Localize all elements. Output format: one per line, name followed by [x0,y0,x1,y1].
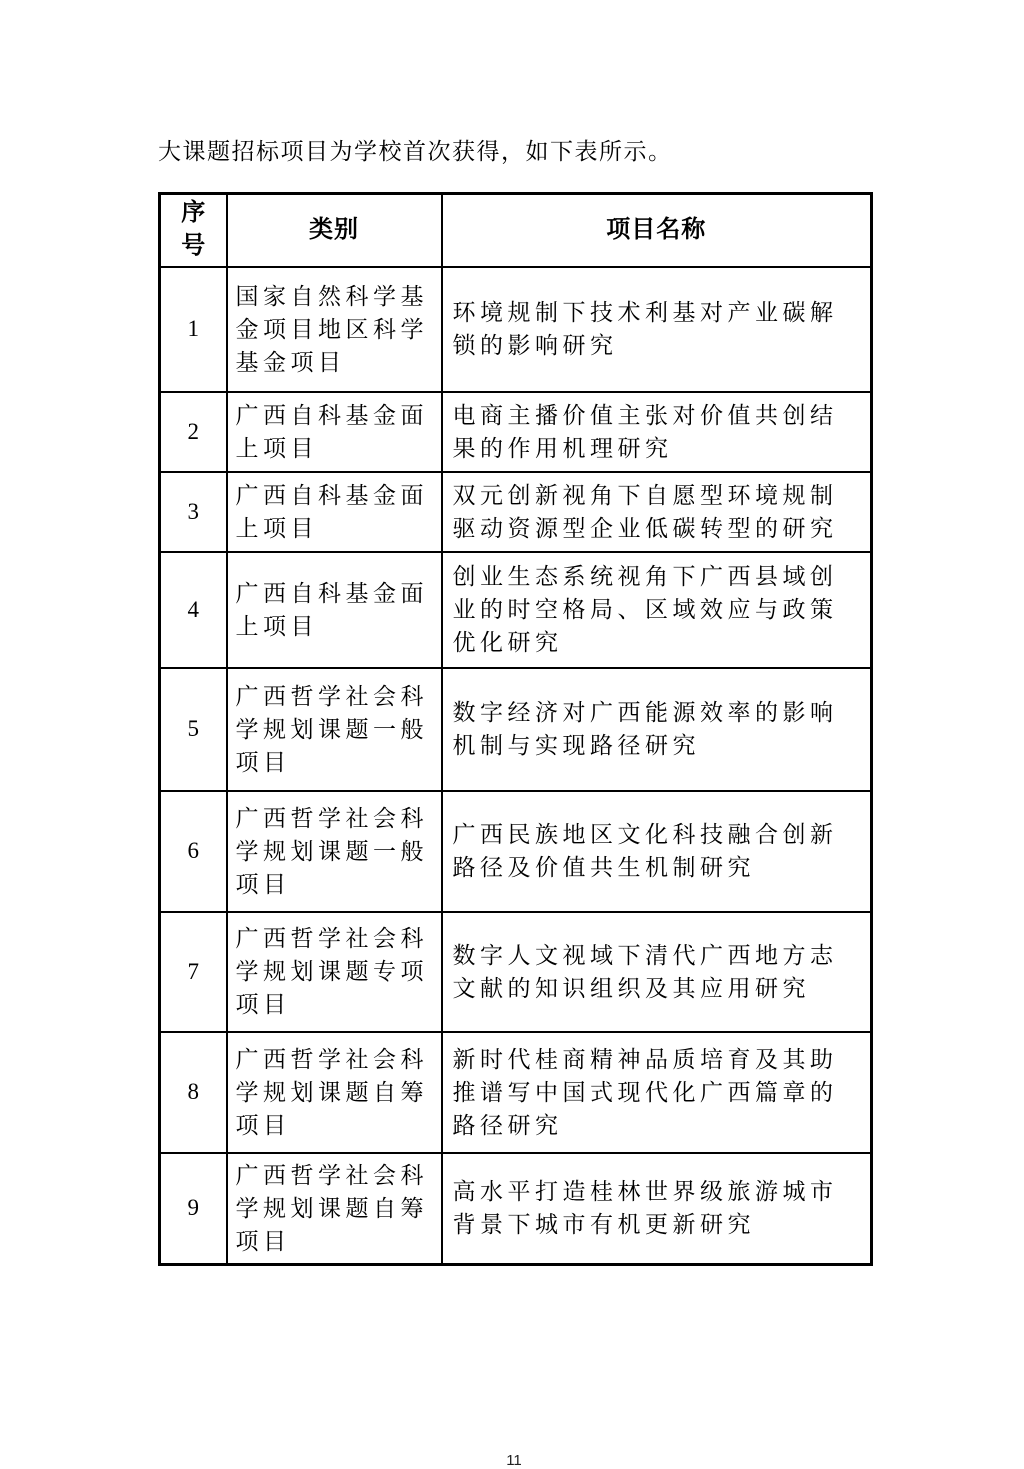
table-row [160,791,872,912]
category-cell: 国家自然科学基金项目地区科学基金项目 [227,267,442,392]
project-name-cell: 广西民族地区文化科技融合创新路径及价值共生机制研究 [442,791,872,912]
document-page [158,136,870,1469]
projects-table [158,192,873,1266]
category-cell: 广西哲学社会科学规划课题自筹项目 [227,1032,442,1153]
project-name-cell: 创业生态系统视角下广西县域创业的时空格局、区域效应与政策优化研究 [442,552,872,668]
category-cell: 广西自科基金面上项目 [227,392,442,472]
project-name-cell: 新时代桂商精神品质培育及其助推谱写中国式现代化广西篇章的路径研究 [442,1032,872,1153]
intro-paragraph: 大课题招标项目为学校首次获得，如下表所示。 [158,139,673,164]
table-row [160,1153,872,1265]
row-number-cell: 5 [160,668,227,791]
project-name-cell: 环境规制下技术利基对产业碳解锁的影响研究 [442,267,872,392]
header-serial-number: 序号 [160,194,227,267]
table-row [160,552,872,668]
table-row [160,392,872,472]
category-cell: 广西哲学社会科学规划课题专项项目 [227,912,442,1032]
row-number-cell: 2 [160,392,227,472]
project-name-cell: 高水平打造桂林世界级旅游城市背景下城市有机更新研究 [442,1153,872,1265]
project-name-cell: 电商主播价值主张对价值共创结果的作用机理研究 [442,392,872,472]
category-cell: 广西哲学社会科学规划课题一般项目 [227,791,442,912]
row-number-cell: 1 [160,267,227,392]
project-name-cell: 双元创新视角下自愿型环境规制驱动资源型企业低碳转型的研究 [442,472,872,552]
header-project-name: 项目名称 [442,194,872,267]
category-cell: 广西自科基金面上项目 [227,552,442,668]
page-number: 11 [506,1452,522,1469]
row-number-cell: 7 [160,912,227,1032]
row-number-cell: 8 [160,1032,227,1153]
row-number-cell: 4 [160,552,227,668]
row-number-cell: 9 [160,1153,227,1265]
category-cell: 广西自科基金面上项目 [227,472,442,552]
project-name-cell: 数字经济对广西能源效率的影响机制与实现路径研究 [442,668,872,791]
category-cell: 广西哲学社会科学规划课题自筹项目 [227,1153,442,1265]
table-row [160,267,872,392]
header-category: 类别 [227,194,442,267]
category-cell: 广西哲学社会科学规划课题一般项目 [227,668,442,791]
table-row [160,1032,872,1153]
project-name-cell: 数字人文视域下清代广西地方志文献的知识组织及其应用研究 [442,912,872,1032]
table-row [160,912,872,1032]
header-row [160,194,872,267]
table-row [160,472,872,552]
row-number-cell: 6 [160,791,227,912]
projects-table-body [160,267,872,1265]
table-row [160,668,872,791]
row-number-cell: 3 [160,472,227,552]
projects-table-header [160,194,872,267]
